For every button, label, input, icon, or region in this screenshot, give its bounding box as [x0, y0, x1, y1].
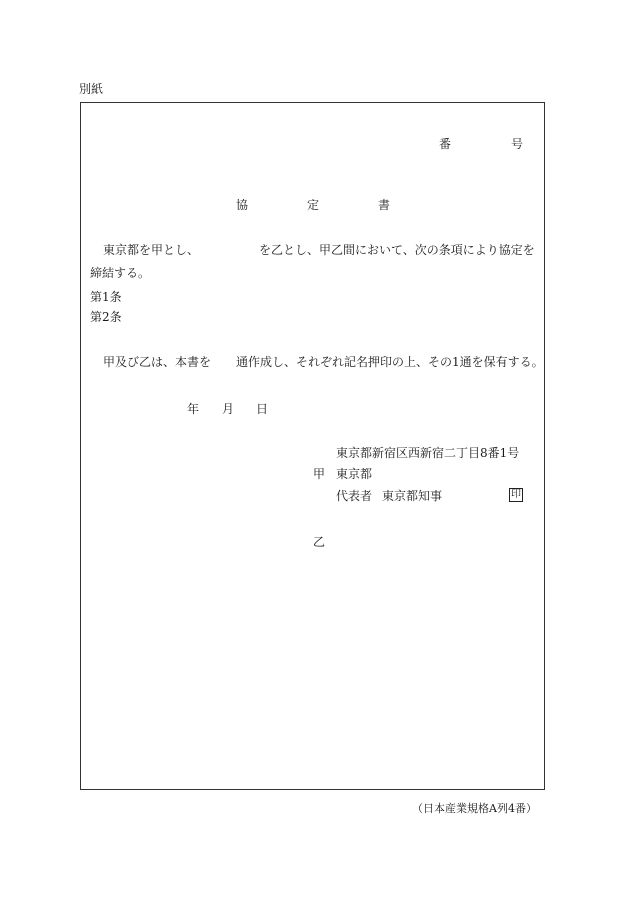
- intro-line1-a: 東京都を甲とし、: [103, 243, 200, 257]
- title-char-2: 定: [307, 198, 320, 212]
- attachment-label: 別紙: [79, 82, 104, 96]
- seal-mark: 印: [511, 489, 521, 500]
- party-a-rep-title: 代表者: [336, 489, 373, 503]
- party-b-label: 乙: [313, 535, 326, 549]
- article-1: 第1条: [90, 290, 122, 304]
- closing-b: 通作成し、それぞれ記名押印の上、その1通を保有する。: [236, 355, 544, 369]
- party-a-rep-name: 東京都知事: [382, 489, 443, 503]
- date-month: 月: [222, 402, 235, 416]
- party-a-address: 東京都新宿区西新宿二丁目8番1号: [336, 446, 520, 460]
- title-char-3: 書: [378, 198, 391, 212]
- seal-box: [509, 486, 523, 502]
- intro-line1-b: を乙とし、甲乙間において、次の条項により協定を: [259, 243, 535, 257]
- date-year: 年: [187, 402, 200, 416]
- number-go: 号: [511, 137, 524, 151]
- party-a-name: 東京都: [336, 467, 373, 481]
- title-char-1: 協: [236, 198, 249, 212]
- article-2: 第2条: [90, 310, 122, 324]
- party-a-label: 甲: [313, 467, 326, 481]
- number-ban: 番: [439, 137, 452, 151]
- date-day: 日: [256, 402, 269, 416]
- footer-note: （日本産業規格A列4番）: [412, 802, 537, 815]
- closing-a: 甲及び乙は、本書を: [103, 355, 212, 369]
- intro-line2: 締結する。: [90, 266, 151, 280]
